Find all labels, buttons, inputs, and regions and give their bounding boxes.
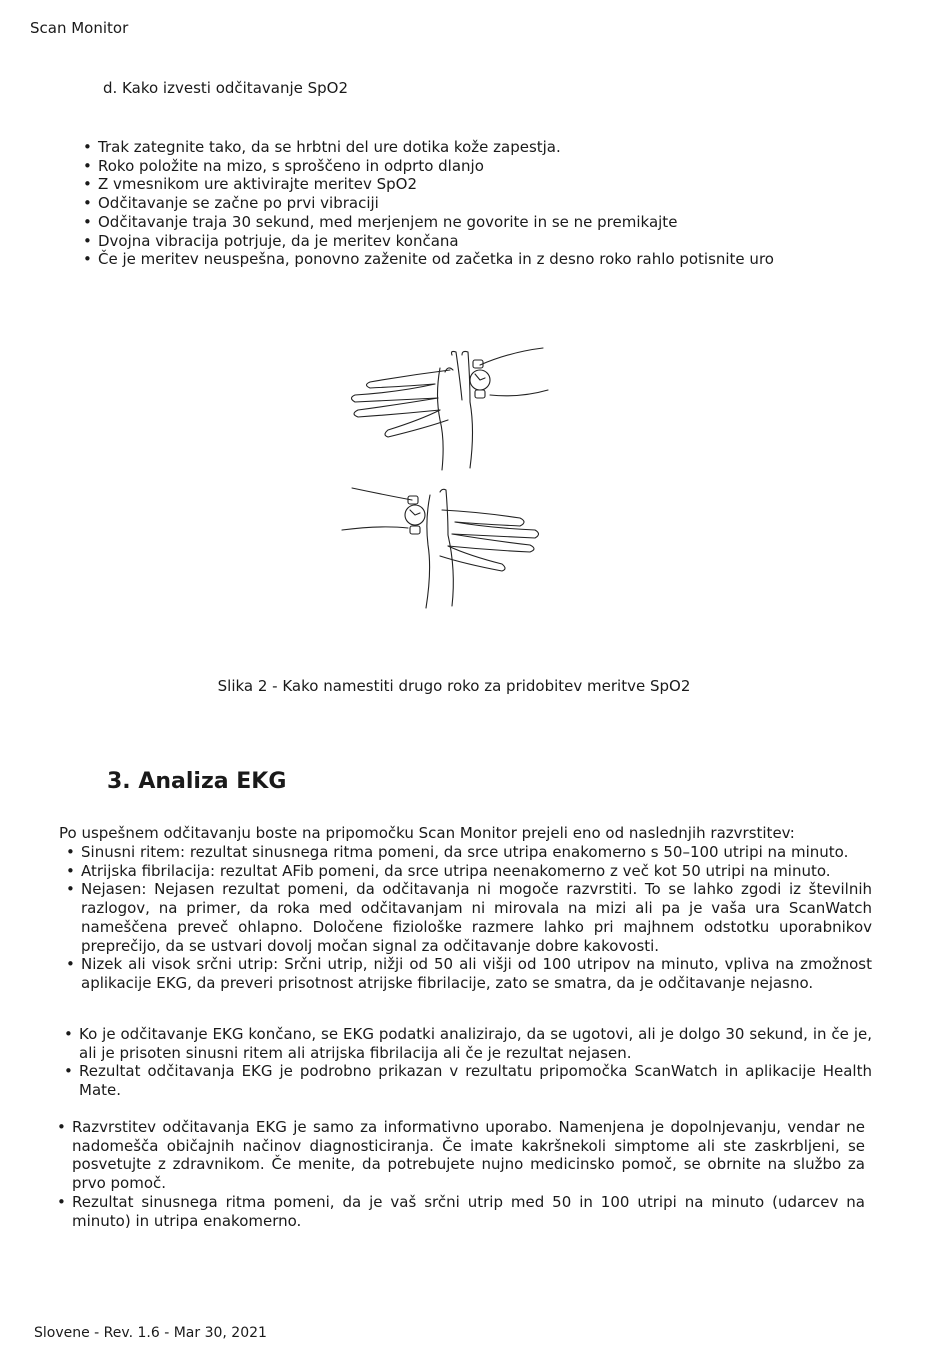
spo2-steps-list — [83, 138, 843, 269]
intro-paragraph: Po uspešnem odčitavanju boste na pripomočku Scan Monitor prejeli eno od naslednjih razvrstitev: — [59, 824, 795, 842]
list-item: • Roko položite na mizo, s sproščeno in odprto dlanjo — [83, 157, 843, 176]
list-item: • Sinusni ritem: rezultat sinusnega ritma pomeni, da srce utripa enakomerno s 50–100 utripi na minuto. — [66, 843, 872, 862]
list-item: • Ko je odčitavanje EKG končano, se EKG podatki analizirajo, da se ugotovi, ali je dolgo 30 sekund, in če je, ali je prisoten sinusni ritem ali atrijska fibrilacija ali če je rezultat nejasen. — [64, 1025, 872, 1062]
list-item: • Dvojna vibracija potrjuje, da je meritev končana — [83, 232, 843, 251]
list-item: • Če je meritev neuspešna, ponovno zaženite od začetka in z desno roko rahlo potisnite uro — [83, 250, 843, 269]
classification-list — [66, 843, 872, 993]
disclaimer-list — [57, 1118, 865, 1230]
list-item: • Razvrstitev odčitavanja EKG je samo za informativno uporabo. Namenjena je dopolnjevanju, vendar ne nadomešča običajnih načinov diagnosticiranja. Če imate kakršnekoli simptome ali ste zaskrbljeni, se posvetujte z zdravnikom. Če menite, da potrebujete nujno medicinsko pomoč, se obrnite na službo za prvo pomoč. — [57, 1118, 865, 1193]
document-header: Scan Monitor — [30, 19, 129, 37]
section-heading: 3. Analiza EKG — [107, 769, 287, 794]
list-item: • Odčitavanje traja 30 sekund, med merjenjem ne govorite in se ne premikajte — [83, 213, 843, 232]
list-item: • Nizek ali visok srčni utrip: Srčni utrip, nižji od 50 ali višji od 100 utripov na minuto, vpliva na zmožnost aplikacije EKG, da preveri prisotnost atrijske fibrilacije, zato se smatra, da je odčitavanje nejasno. — [66, 955, 872, 992]
ekg-notes-list — [64, 1025, 872, 1100]
hand-position-illustration — [330, 340, 560, 620]
top-hands-drawing — [352, 348, 549, 470]
list-item: • Nejasen: Nejasen rezultat pomeni, da odčitavanja ni mogoče razvrstiti. To se lahko zgodi iz številnih razlogov, na primer, da roka med odčitavanjam ni mirovala na mizi ali pa je vaša ura ScanWatch nameščena preveč ohlapno. Določene fiziološke razmere lahko pri majhnem odstotku uporabnikov preprečijo, da se ustvari dovolj močan signal za odčitavanje dobre kakovosti. — [66, 880, 872, 955]
list-item: • Rezultat odčitavanja EKG je podrobno prikazan v rezultatu pripomočka ScanWatch in aplikacije Health Mate. — [64, 1062, 872, 1099]
list-item: • Atrijska fibrilacija: rezultat AFib pomeni, da srce utripa neenakomerno z več kot 50 utripi na minuto. — [66, 862, 872, 881]
section-d-title: d. Kako izvesti odčitavanje SpO2 — [103, 79, 349, 97]
figure-caption: Slika 2 - Kako namestiti drugo roko za pridobitev meritve SpO2 — [217, 677, 691, 695]
list-item: • Z vmesnikom ure aktivirajte meritev SpO2 — [83, 175, 843, 194]
list-item: • Odčitavanje se začne po prvi vibraciji — [83, 194, 843, 213]
document-footer: Slovene - Rev. 1.6 - Mar 30, 2021 — [34, 1325, 267, 1341]
list-item: • Rezultat sinusnega ritma pomeni, da je vaš srčni utrip med 50 in 100 utripi na minuto (udarcev na minuto) in utripa enakomerno. — [57, 1193, 865, 1230]
list-item: • Trak zategnite tako, da se hrbtni del ure dotika kože zapestja. — [83, 138, 843, 157]
bottom-hands-drawing — [342, 488, 539, 608]
